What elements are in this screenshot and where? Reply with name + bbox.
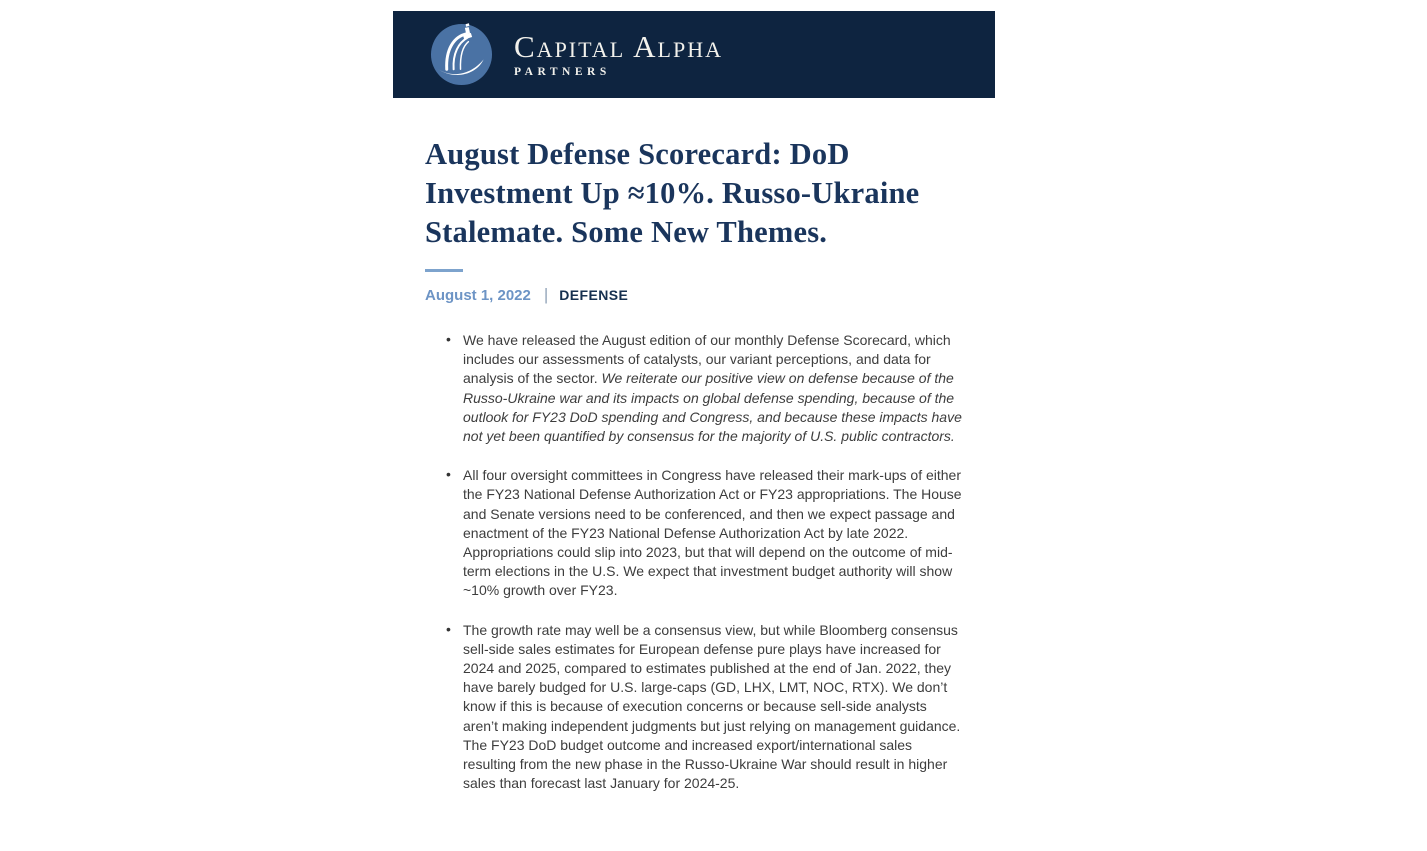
list-item: [446, 466, 963, 600]
list-item: [446, 620, 963, 794]
bullet-text: The growth rate may well be a consensus view, but while Bloomberg consensus sell-side sales estimates for European defense pure plays have increased for 2024 and 2025, compared to estimates published at the end of Jan. 2022, they have barely budged for U.S. large-caps (GD, LHX, LMT, NOC, RTX). We don’t know if this is because of execution concerns or because sell-side analysts aren’t making independent judgments but just relying on management guidance. The FY23 DoD budget outcome and increased export/international sales resulting from the new phase in the Russo-Ukraine War should result in higher sales than forecast last January for 2024-25.: [463, 621, 961, 792]
document: [393, 11, 995, 823]
article-body: [393, 98, 995, 823]
masthead: [393, 11, 995, 98]
capitol-dome-icon: [430, 23, 493, 86]
bullet-text: All four oversight committees in Congress have released their mark-ups of either the FY23 National Defense Authorization Act or FY23 appropriations. The House and Senate versions need to be conferenced, and then we expect passage and enactment of the FY23 National Defense Authorization Act by late 2022. Appropriations could slip into 2023, but that will depend on the outcome of mid-term elections in the U.S. We expect that investment budget authority will show ~10% growth over FY23.: [463, 467, 962, 599]
category-tag[interactable]: DEFENSE: [559, 287, 629, 303]
bullet-icon: •: [446, 620, 451, 637]
article-date: August 1, 2022: [425, 286, 531, 304]
bullet-icon: •: [446, 331, 451, 347]
bullet-text-italic: We reiterate our positive view on defense because of the Russo-Ukraine war and its impacts on global defense spending, because of the outlook for FY23 DoD spending and Congress, and because these impacts have not yet been quantified by consensus for the majority of U.S. public contractors.: [463, 370, 962, 445]
brand-subtitle: PARTNERS: [514, 66, 611, 78]
bullet-text: We have released the August edition of our monthly Defense Scorecard, which includes our assessments of catalysts, our variant perceptions, and data for analysis of the sector.: [463, 332, 951, 387]
bullet-icon: •: [446, 466, 451, 483]
article-meta: [425, 285, 963, 305]
summary-list: [425, 331, 963, 793]
list-item: [446, 331, 963, 446]
brand: [514, 31, 723, 78]
accent-rule: [425, 269, 463, 272]
meta-separator: |: [543, 285, 549, 304]
brand-name: Capital Alpha: [514, 29, 724, 64]
article-title: August Defense Scorecard: DoD Investment Up ≈10%. Russo-Ukraine Stalemate. Some New Themes.: [425, 137, 920, 249]
